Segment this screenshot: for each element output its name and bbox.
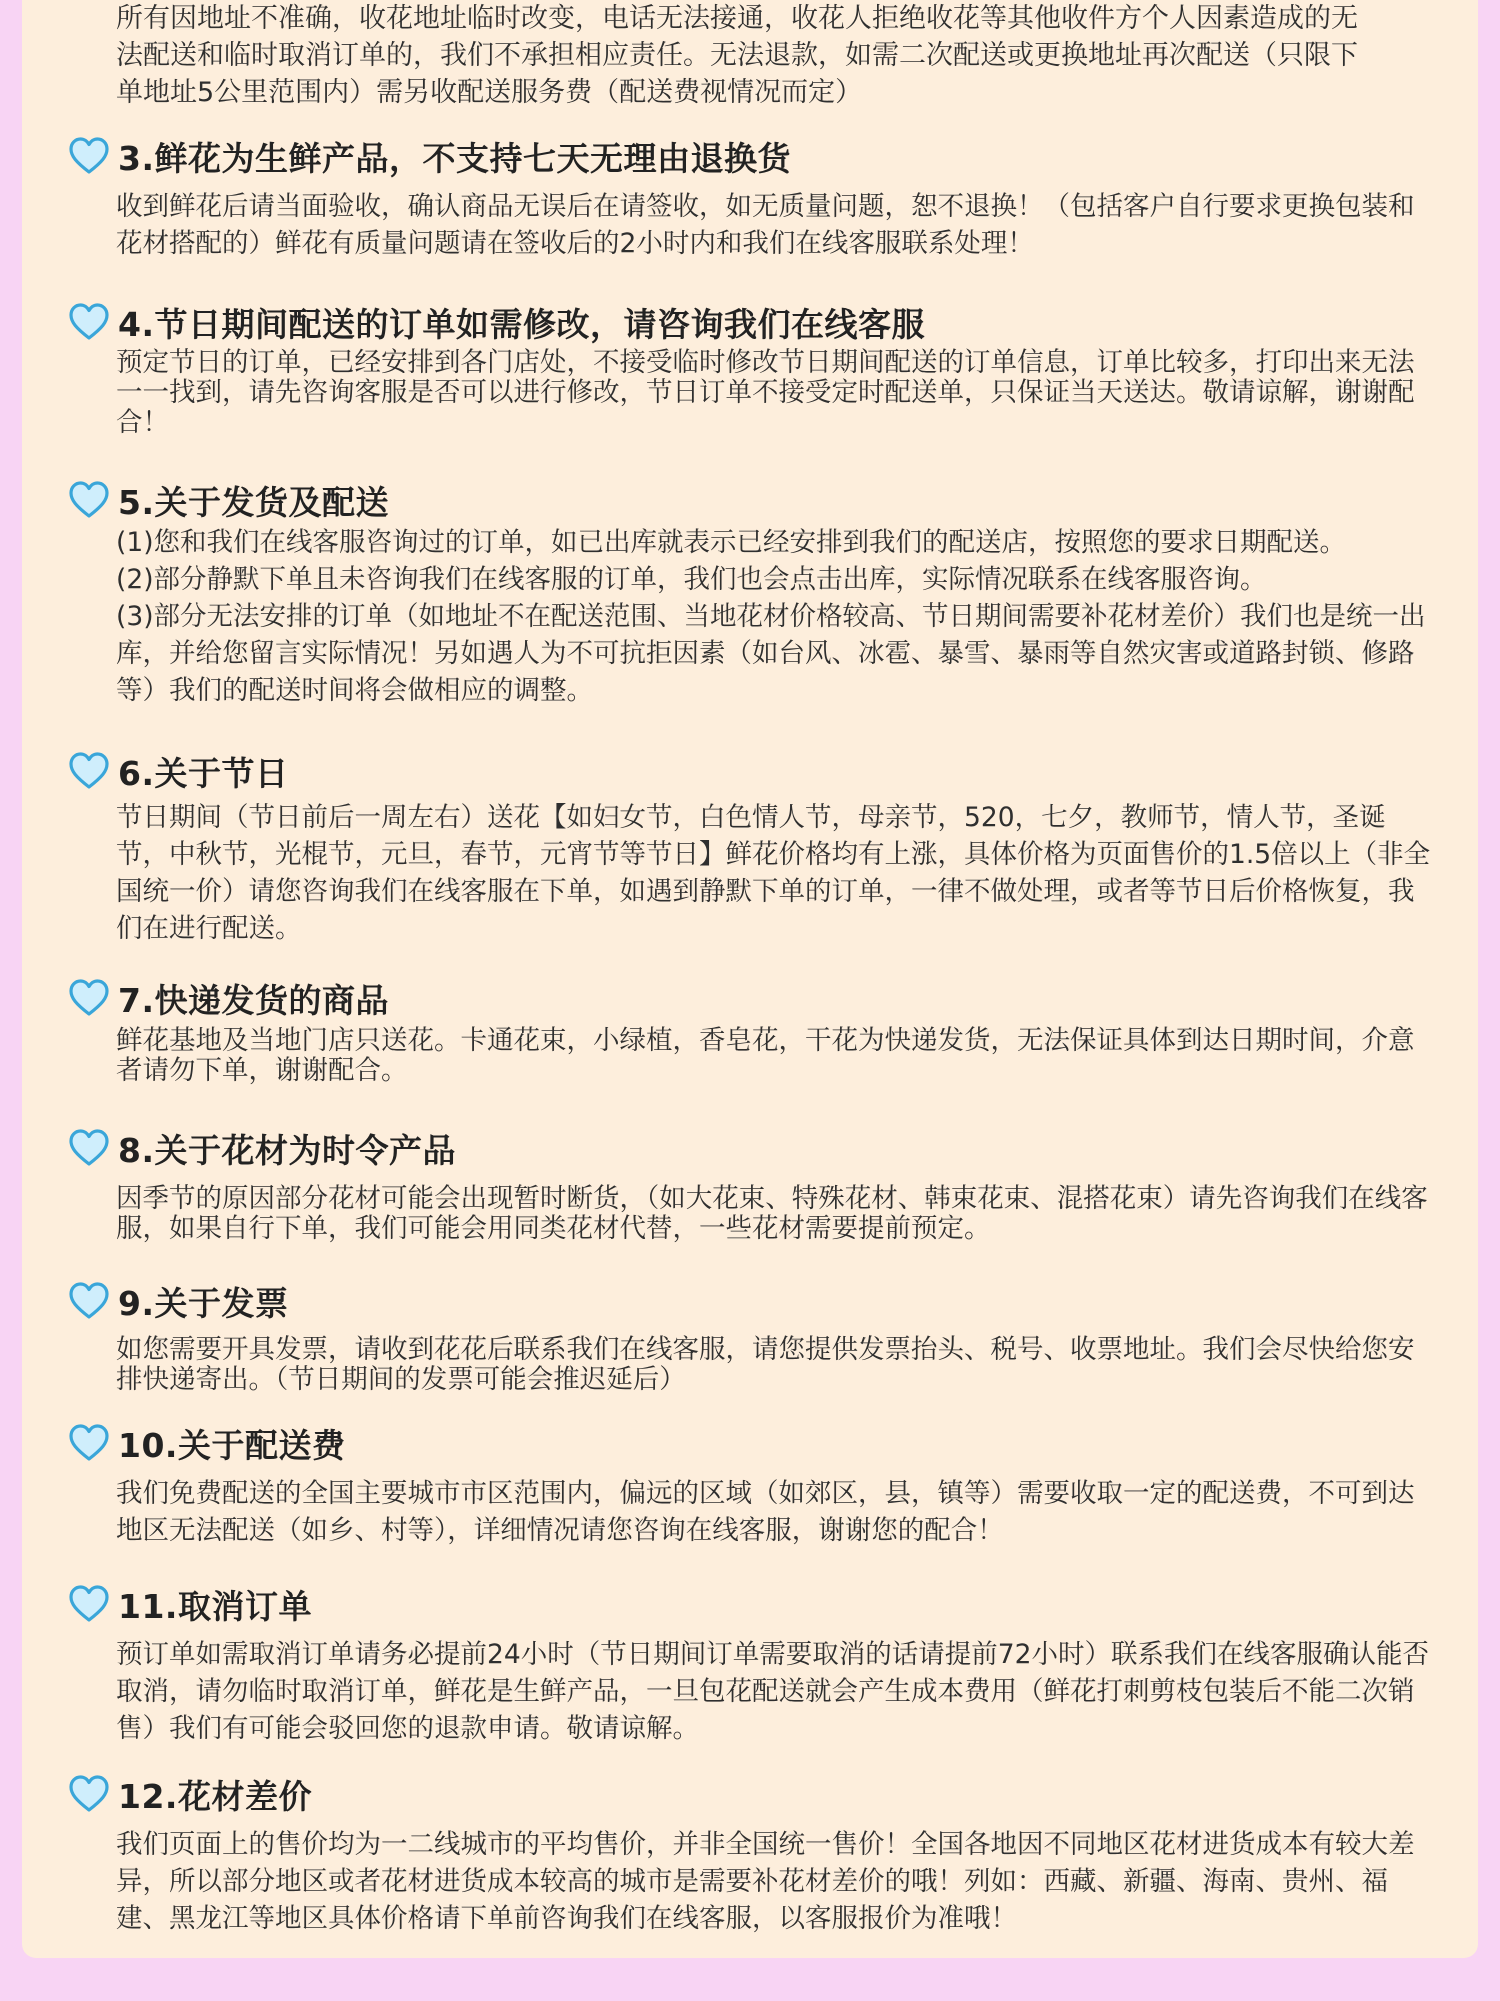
intro-line: 单地址5公里范围内）需另收配送服务费（配送费视情况而定） [116,77,863,108]
section-paragraph: 鲜花基地及当地门店只送花。卡通花束，小绿植，香皂花，干花为快递发货，无法保证具体到达日期时间，介意者请勿下单，谢谢配合。 [116,1025,1415,1086]
heart-outline-icon [68,1423,110,1463]
section-body [116,1636,1436,1747]
section-heading [68,1770,312,1818]
heart-outline-icon [68,978,110,1018]
section-title: 4.节日期间配送的订单如需修改，请咨询我们在线客服 [118,304,925,344]
section-heading [68,1124,456,1172]
section-paragraph: 节日期间（节日前后一周左右）送花【如妇女节，白色情人节，母亲节，520，七夕，教师节，情人节，圣诞节，中秋节，光棍节，元旦，春节，元宵节等节日】鲜花价格均有上涨，具体价格为页面售价的1.5倍以上（非全国统一价）请您咨询我们在线客服在下单，如遇到静默下单的订单，一律不做处理，或者等节日后价格恢复，我们在进行配送。 [116,802,1431,944]
section-heading [68,1419,345,1467]
heart-outline-icon [68,480,110,520]
section-body [116,348,1436,438]
section-body [116,188,1436,262]
section-body [116,1026,1436,1086]
section-paragraph: 预定节日的订单，已经安排到各门店处，不接受临时修改节日期间配送的订单信息，订单比较多，打印出来无法一一找到，请先咨询客服是否可以进行修改，节日订单不接受定时配送单，只保证当天送达。敬请谅解，谢谢配合！ [116,347,1415,438]
intro-line: 法配送和临时取消订单的，我们不承担相应责任。无法退款，如需二次配送或更换地址再次配送（只限下 [116,40,1358,71]
heart-outline-icon [68,1584,110,1624]
section-paragraph: 我们页面上的售价均为一二线城市的平均售价，并非全国统一售价！全国各地因不同地区花材进货成本有较大差异，所以部分地区或者花材进货成本较高的城市是需要补花材差价的哦！列如：西藏、新疆、海南、贵州、福建、黑龙江等地区具体价格请下单前咨询我们在线客服，以客服报价为准哦！ [116,1829,1415,1934]
section-title: 5.关于发货及配送 [118,482,389,522]
section-body [116,1475,1436,1549]
heart-outline-icon [68,1774,110,1814]
heart-outline-icon [68,751,110,791]
section-paragraph: 收到鲜花后请当面验收，确认商品无误后在请签收，如无质量问题，恕不退换！（包括客户自行要求更换包装和花材搭配的）鲜花有质量问题请在签收后的2小时内和我们在线客服联系处理！ [116,191,1415,259]
section-paragraph: 如您需要开具发票，请收到花花后联系我们在线客服，请您提供发票抬头、税号、收票地址。我们会尽快给您安排快递寄出。（节日期间的发票可能会推迟延后） [116,1334,1415,1395]
section-paragraph: 因季节的原因部分花材可能会出现暂时断货，（如大花束、特殊花材、韩束花束、混搭花束）请先咨询我们在线客服，如果自行下单，我们可能会用同类花材代替，一些花材需要提前预定。 [116,1183,1428,1244]
section-paragraph: 预订单如需取消订单请务必提前24小时（节日期间订单需要取消的话请提前72小时）联系我们在线客服确认能否取消，请勿临时取消订单，鲜花是生鲜产品，一旦包花配送就会产生成本费用（鲜花打刺剪枝包装后不能二次销售）我们有可能会驳回您的退款申请。敬请谅解。 [116,1639,1429,1744]
intro-line: 所有因地址不准确，收花地址临时改变，电话无法接通，收花人拒绝收花等其他收件方个人因素造成的无 [116,3,1358,34]
section-body [116,1826,1436,1937]
section-paragraph: (3)部分无法安排的订单（如地址不在配送范围、当地花材价格较高、节日期间需要补花材差价）我们也是统一出库，并给您留言实际情况！另如遇人为不可抗拒因素（如台风、冰雹、暴雪、暴雨等自然灾害或道路封锁、修路等）我们的配送时间将会做相应的调整。 [116,601,1426,706]
heart-outline-icon [68,302,110,342]
heart-outline-icon [68,1128,110,1168]
section-title: 11.取消订单 [118,1586,312,1626]
section-title: 6.关于节日 [118,753,289,793]
heart-outline-icon [68,1281,110,1321]
section-heading [68,298,925,346]
section-heading [68,974,389,1022]
section-body [116,524,1436,709]
section-paragraph: (2)部分静默下单且未咨询我们在线客服的订单，我们也会点击出库，实际情况联系在线客服咨询。 [116,564,1267,595]
section-paragraph: (1)您和我们在线客服咨询过的订单，如已出库就表示已经安排到我们的配送店，按照您的要求日期配送。 [116,527,1347,558]
section-title: 12.花材差价 [118,1776,312,1816]
intro-text [116,0,1436,111]
section-paragraph: 我们免费配送的全国主要城市市区范围内，偏远的区域（如郊区，县，镇等）需要收取一定的配送费，不可到达地区无法配送（如乡、村等），详细情况请您咨询在线客服，谢谢您的配合！ [116,1478,1415,1546]
section-title: 10.关于配送费 [118,1425,346,1465]
section-heading [68,1580,312,1628]
section-title: 8.关于花材为时令产品 [118,1130,456,1170]
section-heading [68,476,389,524]
section-title: 7.快递发货的商品 [118,980,389,1020]
section-heading [68,1277,289,1325]
section-title: 9.关于发票 [118,1283,289,1323]
section-body [116,1335,1436,1395]
section-title: 3.鲜花为生鲜产品，不支持七天无理由退换货 [118,138,791,178]
section-heading [68,132,791,180]
section-body [116,1184,1436,1244]
heart-outline-icon [68,136,110,176]
section-body [116,799,1436,947]
section-heading [68,747,289,795]
